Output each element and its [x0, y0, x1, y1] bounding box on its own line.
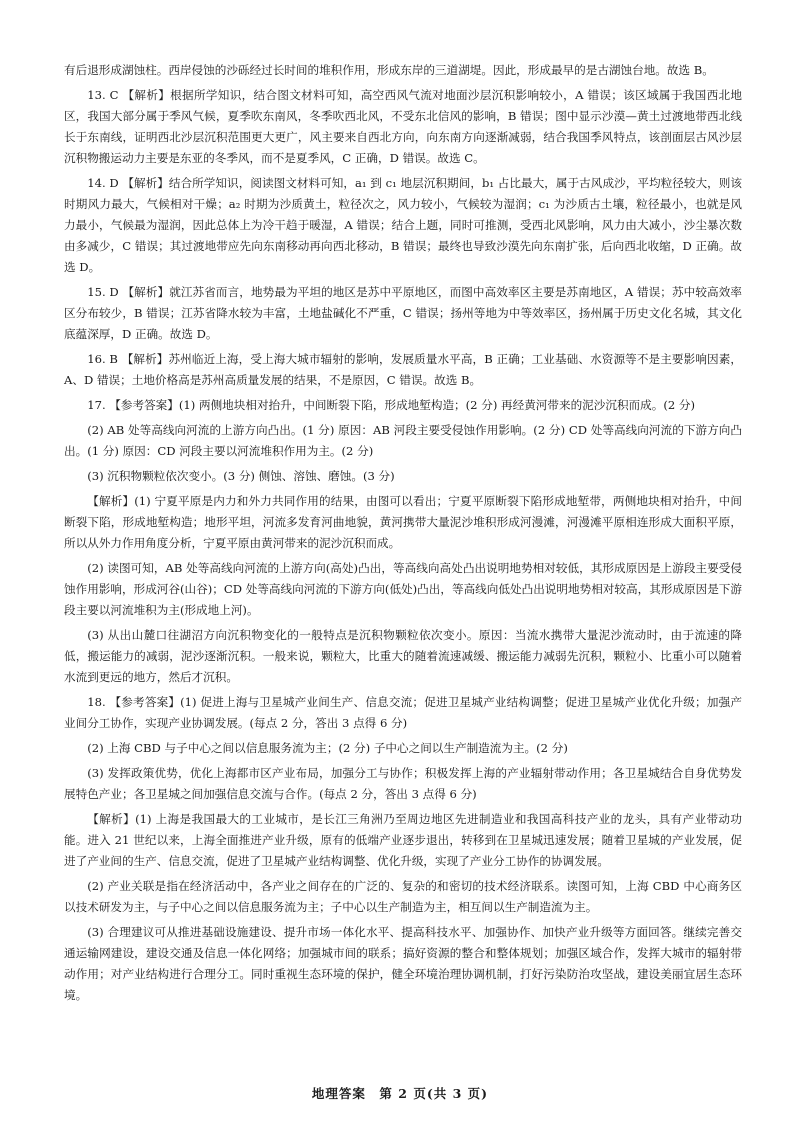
answer-paragraph: (2) 读图可知，AB 处等高线向河流的上游方向(高处)凸出，等高线向高处凸出说明地势相对较低，其形成原因是上游段主要受侵蚀作用影响，形成河谷(山谷)；CD 处等高线向河流的下游方向(低处)凸出，等高线向低处凸出说明地势相对较高，其形成原因是下游段主要以河流堆积为主(形成地上河)。	[64, 561, 742, 617]
answer-paragraph: (2) 产业关联是指在经济活动中，各产业之间存在的广泛的、复杂的和密切的技术经济联系。读图可知，上海 CBD 中心商务区以技术研发为主，与子中心之间以信息服务流为主；子中心以生产制造为主，相互间以生产制造流为主。	[64, 879, 742, 914]
answer-paragraph: 14. D 【解析】结合所学知识，阅读图文材料可知，a₁ 到 c₁ 地层沉积期间，b₁ 占比最大，属于古风成沙，平均粒径较大，则该时期风力最大，气候相对干燥；a₂ 时期为沙质黄土，粒径次之，风力较小，气候较为湿润；c₁ 为沙质古土壤，粒径最小，也就是风力最小，气候最为湿润，因此总体上为冷干趋于暖湿，A 错误；结合上题，同时可推测，受西北风影响，风力由大减小，沙尘暴次数由多减少，C 错误；其过渡地带应先向东南移动再向西北移动，B 错误；最终也导致沙漠先向东南扩张，后向西北收缩，D 正确。故选 D。	[64, 176, 742, 274]
page-footer: 地理答案 第 2 页(共 3 页)	[311, 1086, 489, 1101]
answer-content	[64, 60, 742, 1010]
answer-paragraph: (2) 上海 CBD 与子中心之间以信息服务流为主；(2 分) 子中心之间以生产制造流为主。(2 分)	[87, 741, 568, 755]
answer-paragraph: 16. B 【解析】苏州临近上海，受上海大城市辐射的影响，发展质量水平高，B 正确；工业基础、水资源等不是主要影响因素，A、D 错误；土地价格高是苏州高质量发展的结果，不是原因，C 错误。故选 B。	[64, 352, 742, 387]
answer-paragraph: 18. 【参考答案】(1) 促进上海与卫星城产业间生产、信息交流；促进卫星城产业结构调整；促进卫星城产业优化升级；加强产业间分工协作，实现产业协调发展。(每点 2 分，答出 3 点得 6 分)	[64, 695, 742, 730]
answer-paragraph: (2) AB 处等高线向河流的上游方向凸出。(1 分) 原因：AB 河段主要受侵蚀作用影响。(2 分) CD 处等高线向河流的下游方向凸出。(1 分) 原因：CD 河段主要以河流堆积作用为主。(2 分)	[64, 423, 742, 458]
answer-paragraph: 13. C 【解析】根据所学知识，结合图文材料可知，高空西风气流对地面沙层沉积影响较小，A 错误；该区域属于我国西北地区，我国大部分属于季风气候，夏季吹东南风，冬季吹西北风，不受东北信风的影响，B 错误；图中显示沙漠—黄土过渡地带西北线长于东南线，证明西北沙层沉积范围更大更广，风主要来自西北方向，向东南方向逐渐减弱，结合我国季风特点，该剖面层古风沙层沉积物搬运动力主要是东亚的冬季风，而不是夏季风，C 正确，D 错误。故选 C。	[64, 88, 742, 165]
answer-paragraph: 【解析】(1) 上海是我国最大的工业城市，是长江三角洲乃至周边地区先进制造业和我国高科技产业的龙头，具有产业带动功能。进入 21 世纪以来，上海全面推进产业升级，原有的低端产业逐步退出，转移到在卫星城迅速发展；随着卫星城的产业发展，促进了产业间的生产、信息交流，促进了卫星城产业结构调整、优化升级，实现了产业分工协作的协调发展。	[64, 812, 742, 868]
answer-paragraph: (3) 沉积物颗粒依次变小。(3 分) 侧蚀、溶蚀、磨蚀。(3 分)	[87, 469, 395, 483]
answer-paragraph: 17. 【参考答案】(1) 两侧地块相对抬升，中间断裂下陷，形成地堑构造；(2 分) 再经黄河带来的泥沙沉积而成。(2 分)	[87, 398, 696, 412]
answer-paragraph: 有后退形成湖蚀柱。西岸侵蚀的沙砾经过长时间的堆积作用，形成东岸的三道湖堤。因此，形成最早的是古湖蚀台地。故选 B。	[64, 63, 714, 77]
answer-paragraph: (3) 从出山麓口往湖沼方向沉积物变化的一般特点是沉积物颗粒依次变小。原因：当流水携带大量泥沙流动时，由于流速的降低，搬运能力的减弱，泥沙逐渐沉积。一般来说，颗粒大，比重大的随着流速减缓、搬运能力减弱先沉积，颗粒小、比重小可以随着水流到更远的地方，然后才沉积。	[64, 628, 742, 684]
answer-paragraph: (3) 合理建议可从推进基础设施建设、提升市场一体化水平、提高科技水平、加强协作、加快产业升级等方面回答。继续完善交通运输网建设，建设交通及信息一体化网络；加强城市间的联系；搞好资源的整合和整体规划；加强区域合作，发挥大城市的辐射带动作用；对产业结构进行合理分工。同时重视生态环境的保护，健全环境治理协调机制，打好污染防治攻坚战，建设美丽宜居生态环境。	[64, 925, 742, 1002]
answer-paragraph: 【解析】(1) 宁夏平原是内力和外力共同作用的结果，由图可以看出；宁夏平原断裂下陷形成地堑带，两侧地块相对抬升，中间断裂下陷，形成地堑构造；地形平坦，河流多发育河曲地貌，黄河携带大量泥沙堆积形成河漫滩，河漫滩平原相连形成大面积平原，所以从外力作用角度分析，宁夏平原由黄河带来的泥沙沉积而成。	[64, 494, 742, 550]
answer-paragraph: 15. D 【解析】就江苏省而言，地势最为平坦的地区是苏中平原地区，而图中高效率区主要是苏南地区，A 错误；苏中较高效率区分布较少，B 错误；江苏省降水较为丰富，土地盐碱化不严重，C 错误；扬州等地为中等效率区，扬州属于历史文化名城，其文化底蕴深厚，D 正确。故选 D。	[64, 285, 742, 341]
answer-paragraph: (3) 发挥政策优势，优化上海都市区产业布局，加强分工与协作；积极发挥上海的产业辐射带动作用；各卫星城结合自身优势发展特色产业；各卫星城之间加强信息交流与合作。(每点 2 分，答出 3 点得 6 分)	[64, 766, 742, 801]
